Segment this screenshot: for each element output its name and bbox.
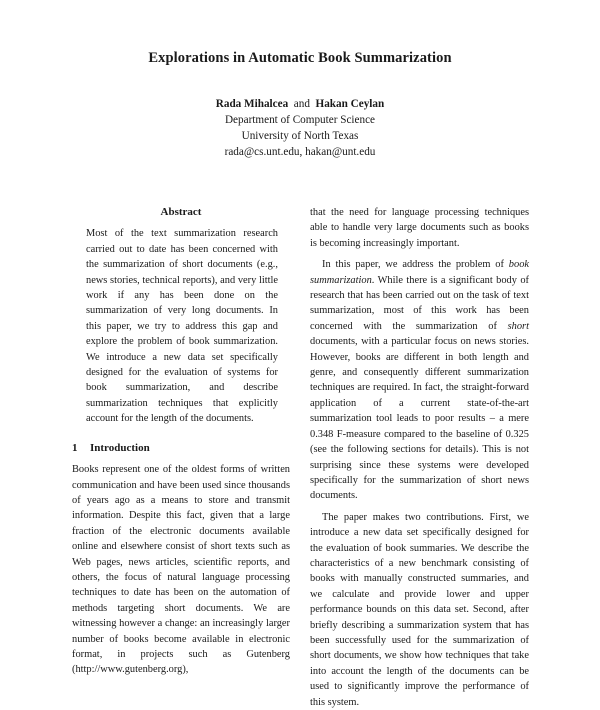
- left-column: [72, 205, 290, 678]
- author-names: [0, 96, 600, 112]
- section-heading-introduction: [72, 441, 290, 456]
- paper-title: Explorations in Automatic Book Summarization: [148, 50, 452, 66]
- author-emails: rada@cs.unt.edu, hakan@unt.edu: [224, 146, 376, 158]
- right-paragraph-1: [310, 257, 529, 504]
- emphasis-book-summarization: book summarization: [310, 259, 529, 286]
- author-block: [0, 96, 600, 160]
- right-paragraph-2: The paper makes two contributions. First, we introduce a new data set specifically designed for the evaluation of book summaries. We describe the characteristics of a new benchmark consisting of books with manually constructed summaries, and we calculate and provide lower and upper performance bounds on this data set. Second, after briefly describing a summarization system that has been successfully used for the summarization of short documents, we show how techniques that take into account the length of the documents can be used to significantly improve the performance of this system.: [310, 511, 529, 708]
- university: University of North Texas: [241, 130, 359, 142]
- intro-paragraph-1: Books represent one of the oldest forms of written communication and have been used since thousands of years ago as a means to store and transmit information. Despite this fact, given that a large fraction of the electronic documents available online and elsewhere consist of short texts such as Web pages, news articles, scientific reports, and others, the focus of natural language processing techniques to date has been on the automation of methods targeting short documents. We are witnessing however a change: an increasingly larger number of books become available in electronic format, in projects such as Gutenberg (http://www.gutenberg.org),: [72, 464, 290, 676]
- author-1: Rada Mihalcea: [215, 98, 289, 110]
- emphasis-short: short: [507, 320, 529, 332]
- department: Department of Computer Science: [224, 114, 376, 126]
- section-title: Introduction: [90, 441, 150, 454]
- section-number: 1: [72, 441, 78, 454]
- right-column: [310, 205, 529, 710]
- text-run: . While there is a significant body of research that has been carried out on the task of text summarization, most of this work has been concerned with the summarization of: [310, 274, 529, 332]
- right-paragraph-0: that the need for language processing techniques able to handle very large documents such as books is becoming increasingly important.: [310, 207, 529, 249]
- author-2: Hakan Ceylan: [315, 98, 385, 110]
- text-run: documents, with a particular focus on news stories. However, books are different in both length and genre, and consequently different summarization techniques are required. In fact, the straight-forward application of a current state-of-the-art summarization tool leads to poor results – a mere 0.348 F-measure compared to the baseline of 0.325 (see the following sections for details). This is not surprising since these systems were developed specifically for the summarization of short news documents.: [310, 336, 529, 502]
- text-run: In this paper, we address the problem of: [322, 259, 509, 271]
- abstract-heading: Abstract: [160, 206, 202, 218]
- author-conjunction: and: [293, 98, 310, 110]
- abstract-text: Most of the text summarization research carried out to date has been concerned with the summarization of short documents (e.g., news stories, technical reports), and very little work if any has been done on the summarization of very long documents. In this paper, we try to address this gap and explore the problem of book summarization. We introduce a new data set specifically designed for the evaluation of systems for book summarization, and describe summarization techniques that explicitly account for the length of the documents.: [86, 228, 278, 425]
